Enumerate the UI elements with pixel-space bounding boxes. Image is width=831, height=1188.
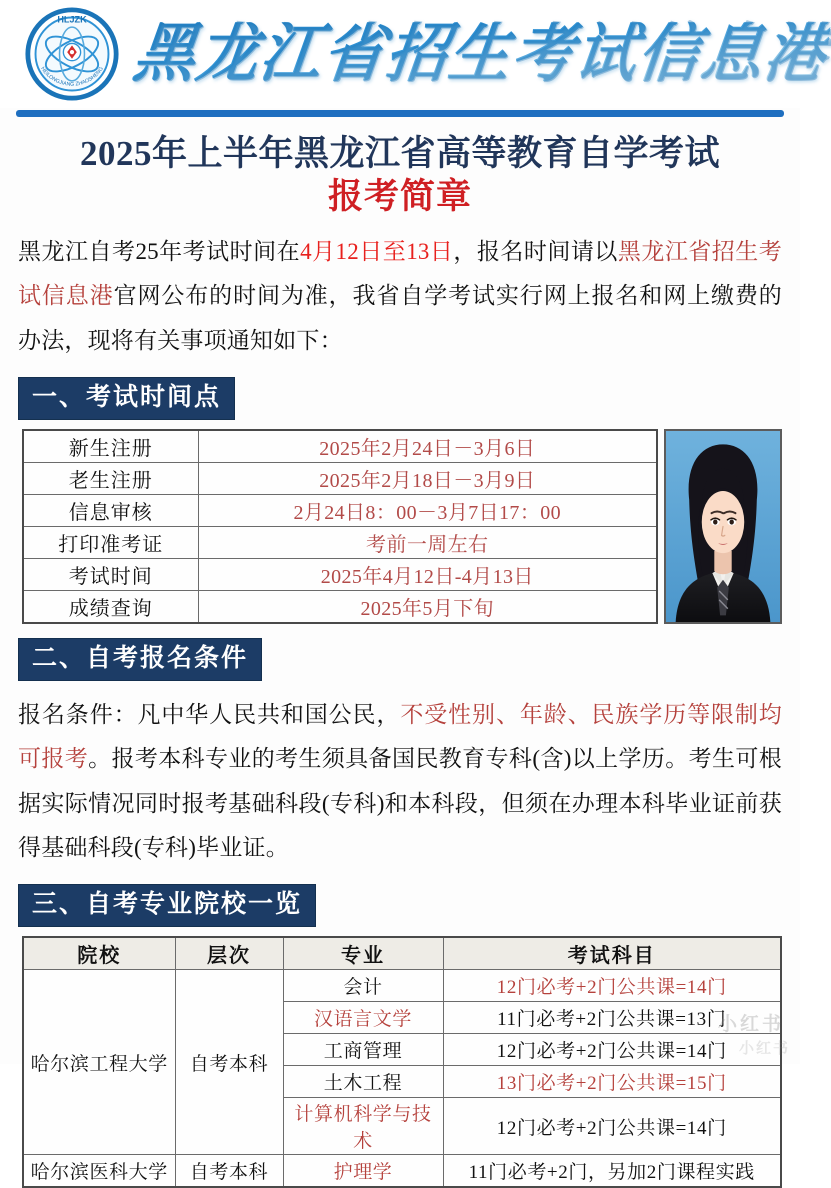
schedule-value: 2025年2月24日－3月6日 [198, 430, 657, 463]
schedule-label: 老生注册 [23, 463, 198, 495]
table-row [23, 970, 781, 1002]
cell-major: 汉语言文学 [283, 1002, 443, 1034]
eligibility-paragraph [18, 693, 782, 870]
schedule-label: 成绩查询 [23, 591, 198, 624]
schedule-value: 考前一周左右 [198, 527, 657, 559]
intro-exam-date: 4月12日至13日 [300, 239, 454, 265]
intro-seg-5: 官网公布的时间为准，我省自学考试实行网上报名和网上缴费的办法，现将有关事项通知如下： [18, 283, 782, 353]
hljzk-logo-icon [24, 6, 120, 102]
schedule-value: 2025年4月12日-4月13日 [198, 559, 657, 591]
cell-major: 土木工程 [283, 1066, 443, 1098]
table-row [23, 495, 657, 527]
intro-seg-3: ，报名时间请以 [453, 239, 618, 265]
cell-subjects: 12门必考+2门公共课=14门 [443, 970, 781, 1002]
table-row [23, 463, 657, 495]
section-banner-majors: 三、自考专业院校一览 [18, 884, 316, 927]
intro-site-name: 黑龙江省招生考试信息港 [18, 239, 782, 309]
schedule-zone [22, 429, 782, 624]
schedule-label: 打印准考证 [23, 527, 198, 559]
table-row [23, 430, 657, 463]
schedule-value: 2025年2月18日－3月9日 [198, 463, 657, 495]
eligibility-seg-3: 。报考本科专业的考生须具备国民教育专科(含)以上学历。考生可根据实际情况同时报考基础科段(专科)和本科段，但须在办理本科毕业证前获得基础科段(专科)毕业证。 [18, 746, 782, 860]
table-row [23, 1155, 781, 1187]
table-row [23, 591, 657, 624]
watermark-xiaohongshu: 小红书 [717, 1014, 784, 1035]
cell-level: 自考本科 [175, 970, 283, 1155]
cell-major: 工商管理 [283, 1034, 443, 1066]
column-header-school: 院校 [23, 937, 175, 970]
eligibility-seg-1: 报名条件：凡中华人民共和国公民， [18, 702, 401, 728]
schedule-value: 2月24日8：00－3月7日17：00 [198, 495, 657, 527]
cell-subjects: 12门必考+2门公共课=14门 [443, 1098, 781, 1155]
watermark-xiaohongshu-secondary: 小红书 [738, 1041, 790, 1057]
cell-school: 哈尔滨医科大学 [23, 1155, 175, 1187]
cell-major: 护理学 [283, 1155, 443, 1187]
intro-paragraph [18, 230, 782, 362]
cell-subjects: 11门必考+2门，另加2门课程实践 [443, 1155, 781, 1187]
cell-major: 计算机科学与技术 [283, 1098, 443, 1155]
student-portrait-photo [664, 429, 782, 624]
cell-major: 会计 [283, 970, 443, 1002]
column-header-major: 专业 [283, 937, 443, 970]
intro-seg-1: 黑龙江自考25年考试时间在 [18, 239, 301, 265]
masthead [0, 0, 831, 108]
cell-subjects: 12门必考+2门公共课=14门 [443, 1034, 781, 1066]
majors-schools-table [22, 936, 782, 1188]
table-row [23, 559, 657, 591]
table-row [23, 527, 657, 559]
exam-schedule-table [22, 429, 658, 624]
page-title: 2025年上半年黑龙江省高等教育自学考试 [79, 134, 720, 173]
schedule-label: 考试时间 [23, 559, 198, 591]
svg-text:HLJZK: HLJZK [57, 14, 87, 25]
svg-text:HEILONGJIANG ZHAOSHENG: HEILONGJIANG ZHAOSHENG [39, 66, 105, 88]
schedule-label: 信息审核 [23, 495, 198, 527]
schedule-value: 2025年5月下旬 [198, 591, 657, 624]
column-header-level: 层次 [175, 937, 283, 970]
eligibility-highlight: 不受性别、年龄、民族学历等限制均可报考 [18, 702, 783, 772]
schedule-label: 新生注册 [23, 430, 198, 463]
column-header-subjects: 考试科目 [443, 937, 781, 970]
header-divider [16, 110, 784, 117]
page-subtitle: 报考简章 [327, 177, 472, 217]
section-banner-eligibility: 二、自考报名条件 [18, 638, 262, 681]
section-banner-exam-schedule: 一、考试时间点 [18, 377, 235, 420]
site-name: 黑龙江省招生考试信息港 [129, 18, 831, 90]
cell-subjects: 11门必考+2门公共课=13门 [443, 1002, 781, 1034]
cell-school: 哈尔滨工程大学 [23, 970, 175, 1155]
cell-subjects: 13门必考+2门公共课=15门 [443, 1066, 781, 1098]
table-header-row [23, 937, 781, 970]
cell-level: 自考本科 [175, 1155, 283, 1187]
